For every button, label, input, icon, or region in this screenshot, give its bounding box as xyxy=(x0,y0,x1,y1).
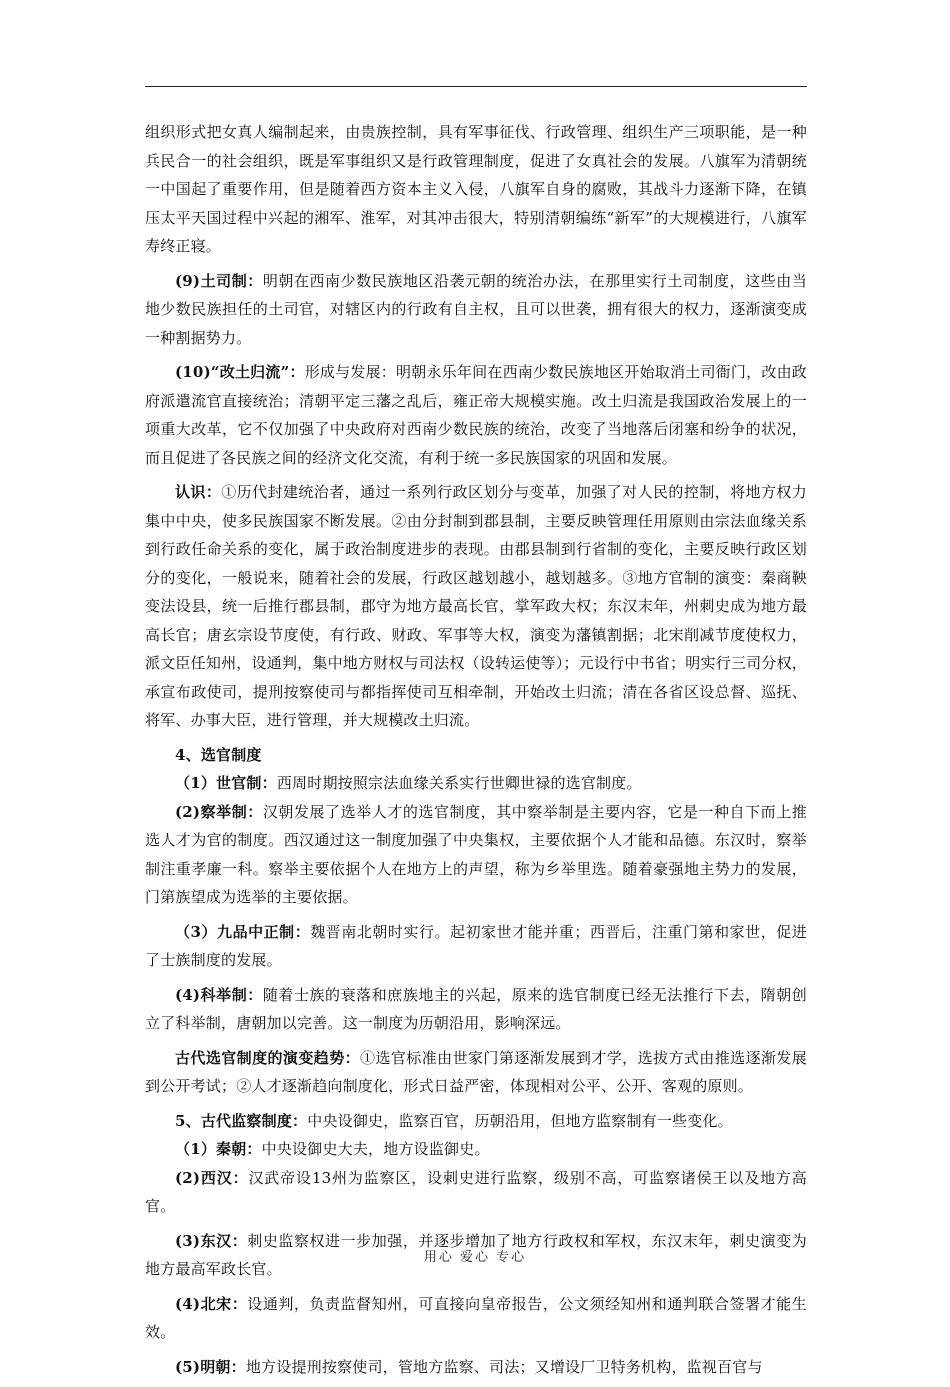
paragraph-text: ①历代封建统治者，通过一系列行政区划分与变革，加强了对人民的控制，将地方权力集中中央，使多民族国家不断发展。②由分封制到郡县制，主要反映管理任用原则由宗法血缘关系到行政任命关系的变化，属于政治制度进步的表现。由郡县制到行省制的变化，主要反映行政区划分的变化，一般说来，随着社会的发展，行政区越划越小，越划越多。③地方官制的演变：秦商鞅变法设县，统一后推行郡县制，郡守为地方最高长官，掌军政大权；东汉末年，州刺史成为地方最高长官；唐玄宗设节度使，有行政、财政、军事等大权，演变为藩镇割据；北宋削减节度使权力，派文臣任知州，设通判，集中地方财权与司法权（设转运使等）；元设行中书省；明实行三司分权，承宣布政使司，提刑按察使司与都指挥使司互相牵制，开始改土归流；清在各省区设总督、巡抚、将军、办事大臣，进行管理，并大规模改土归流。 xyxy=(145,483,807,729)
document-body xyxy=(145,118,807,1387)
paragraph-text: 明朝在西南少数民族地区沿袭元朝的统治办法，在那里实行土司制度，这些由当地少数民族担任的土司官，对辖区内的行政有自主权，且可以世袭，拥有很大的权力，逐渐演变成一种割据势力。 xyxy=(145,271,807,347)
paragraph-term: (5)明朝： xyxy=(175,1357,246,1376)
paragraph-text: 西周时期按照宗法血缘关系实行世卿世禄的选官制度。 xyxy=(276,774,642,792)
header-rule xyxy=(145,86,807,87)
paragraph-renshi xyxy=(145,478,807,735)
page-footer: 用心 爱心 专心 xyxy=(423,1250,527,1265)
paragraph-text: 设通判，负责监督知州，可直接向皇帝报告，公文须经知州和通判联合签署才能生效。 xyxy=(145,1294,807,1341)
paragraph-term: (3)东汉： xyxy=(175,1231,248,1250)
paragraph-chaju xyxy=(145,798,807,912)
paragraph-keju xyxy=(145,981,807,1038)
paragraph-beisong xyxy=(145,1290,807,1347)
paragraph-text: 汉武帝设13州为监察区，设刺史进行监察，级别不高，可监察诸侯王以及地方高官。 xyxy=(145,1168,807,1215)
paragraph-text: 地方设提刑按察使司，管地方监察、司法；又增设厂卫特务机构，监视百官与 xyxy=(245,1357,763,1376)
paragraph-text: ①选官标准由世家门第逐渐发展到才学，选拔方式由推选逐渐发展到公开考试；②人才逐渐趋向制度化，形式日益严密，体现相对公平、公开、客观的原则。 xyxy=(145,1048,807,1095)
paragraph-text: 随着士族的衰落和庶族地主的兴起，原来的选官制度已经无法推行下去，隋朝创立了科举制，唐朝加以完善。这一制度为历朝沿用，影响深远。 xyxy=(145,985,807,1032)
paragraph-text: 魏晋南北朝时实行。起初家世才能并重；西晋后，注重门第和家世，促进了士族制度的发展。 xyxy=(145,922,807,969)
paragraph-text: 刺史监察权进一步加强，并逐步增加了地方行政权和军权，东汉末年，刺史演变为地方最高军政长官。 xyxy=(145,1231,807,1278)
paragraph-term: (2)察举制： xyxy=(175,802,263,821)
paragraph-term: （1）世官制： xyxy=(175,774,277,792)
paragraph-jiupin xyxy=(145,918,807,975)
paragraph-term: 古代选官制度的演变趋势： xyxy=(175,1048,361,1067)
paragraph-ming xyxy=(145,1353,807,1382)
paragraph-term: (4)科举制： xyxy=(175,985,263,1004)
paragraph-term: (9)土司制： xyxy=(175,271,263,290)
paragraph-text: 汉朝发展了选举人才的选官制度，其中察举制是主要内容，它是一种自下而上推选人才为官的制度。西汉通过这一制度加强了中央集权，主要依据个人才能和品德。东汉时，察举制注重孝廉一科。察举主要依据个人在地方上的声望，称为乡举里选。随着豪强地主势力的发展，门第族望成为选举的主要依据。 xyxy=(145,802,807,906)
paragraph-qin xyxy=(145,1135,807,1164)
paragraph-tusi xyxy=(145,267,807,353)
paragraph-qushi xyxy=(145,1044,807,1101)
paragraph-shiguan xyxy=(145,769,807,798)
section-heading-jiancha xyxy=(145,1107,807,1136)
paragraph-text: 中央设御史，监察百官，历朝沿用，但地方监察制有一些变化。 xyxy=(307,1111,733,1130)
section-heading-xuanguan xyxy=(145,741,807,770)
paragraph-term: (2)西汉： xyxy=(175,1168,249,1187)
paragraph-gaituguiliu xyxy=(145,358,807,472)
paragraph-text: 形成与发展：明朝永乐年间在西南少数民族地区开始取消土司衙门，改由政府派遣流官直接统治；清朝平定三藩之乱后，雍正帝大规模实施。改土归流是我国政治发展上的一项重大改革，它不仅加强了中央政府对西南少数民族的统治，改变了当地落后闭塞和纷争的状况，而且促进了各民族之间的经济文化交流，有利于统一多民族国家的巩固和发展。 xyxy=(145,363,807,467)
paragraph-term: (4)北宋： xyxy=(175,1294,248,1313)
section-heading: 4、选官制度 xyxy=(175,745,262,764)
paragraph-term: (10)“改土归流”： xyxy=(175,363,305,381)
paragraph-0 xyxy=(145,118,807,261)
paragraph-text: 组织形式把女真人编制起来，由贵族控制，具有军事征伐、行政管理、组织生产三项职能，是一种兵民合一的社会组织，既是军事组织又是行政管理制度，促进了女真社会的发展。八旗军为清朝统一中国起了重要作用，但是随着西方资本主义入侵，八旗军自身的腐败，其战斗力逐渐下降，在镇压太平天国过程中兴起的湘军、淮军，对其冲击很大，特别清朝编练“新军”的大规模进行，八旗军寿终正寝。 xyxy=(145,123,807,255)
paragraph-xihan xyxy=(145,1164,807,1221)
paragraph-text: 中央设御史大夫，地方设监御史。 xyxy=(261,1140,490,1158)
paragraph-term: 认识： xyxy=(175,483,222,501)
paragraph-term: （1）秦朝： xyxy=(175,1140,262,1158)
paragraph-term: （3）九品中正制： xyxy=(175,922,311,941)
section-heading: 5、古代监察制度： xyxy=(175,1111,308,1130)
